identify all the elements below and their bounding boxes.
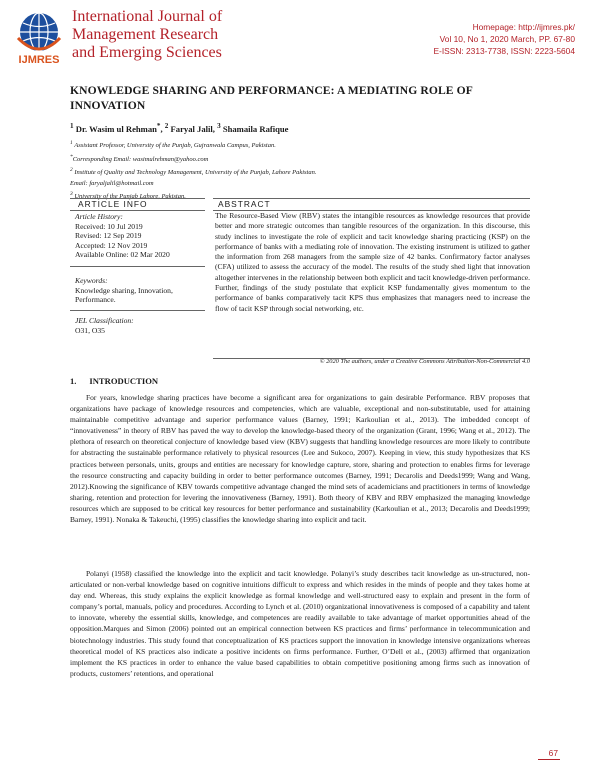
volume-info: Vol 10, No 1, 2020 March, PP. 67-80 — [439, 34, 575, 44]
page-number: 67 — [548, 748, 558, 758]
keywords-text: Knowledge sharing, Innovation, — [75, 285, 173, 295]
accepted-date: Accepted: 12 Nov 2019 — [75, 240, 148, 250]
article-history — [75, 212, 205, 260]
journal-title-line: and Emerging Sciences — [72, 44, 222, 61]
author-sup: 2 — [164, 122, 169, 130]
author-name: Shamaila Rafique — [222, 123, 289, 134]
paper-title — [70, 84, 530, 113]
affiliation-item: Email: faryaljalil@hotmail.com — [70, 179, 154, 187]
received-date: Received: 10 Jul 2019 — [75, 221, 143, 231]
page-number-underline — [538, 759, 560, 760]
abstract-heading: ABSTRACT — [218, 199, 271, 209]
revised-date: Revised: 12 Sep 2019 — [75, 231, 142, 241]
journal-meta — [433, 21, 575, 57]
keywords — [75, 276, 205, 305]
journal-logo — [10, 8, 68, 66]
affiliation-item: *Corresponding Email: wasimulrehman@yahoo.com — [70, 153, 209, 163]
jel-classification — [75, 316, 205, 335]
abstract-text: The Resource-Based View (RBV) states the intangible resources as knowledge resources that provide better and more strategic outcomes than tangible resources of the organization. In this discourse, this study inclines to investigate the role of explicit and tacit knowledge sharing practicing (KSP) on the performance of banks with a mediating role of innovation. The existing instrument is utilized to gather the information from 268 managers from the sample size of 42 banks. Confirmatory factor analyses (CFA) utilized to assess the accuracy of the model. The results of the study shed light that innovation altogether intervenes in the relationship between both explicit and tacit knowledge-driven performance. Further, findings of the study postulate that explicit KSP fundamentally gives momentum to the performance of banks comparatively tacit KPS thus emphasizes that managers need to increase the flow of tacit KSP through social networking, etc. — [215, 211, 530, 313]
body-paragraph — [70, 392, 530, 525]
history-label: Article History: — [75, 212, 123, 221]
journal-title-line: Management Research — [72, 26, 219, 43]
author-sup: 3 — [217, 122, 221, 130]
affiliations — [70, 138, 316, 203]
keywords-label: Keywords: — [75, 276, 108, 285]
body-paragraph — [70, 568, 530, 679]
logo-text: IJMRES — [18, 54, 60, 66]
issn-info: E-ISSN: 2313-7738, ISSN: 2223-5604 — [433, 46, 575, 56]
jel-codes: O31, O35 — [75, 325, 105, 335]
homepage-link[interactable]: Homepage: http://ijmres.pk/ — [472, 22, 575, 32]
affiliation-item: $^3$ University of the Punjab Lahore, Pakistan. — [70, 191, 186, 201]
article-info-heading: ARTICLE INFO — [78, 199, 148, 209]
paper-title-line: KNOWLEDGE SHARING AND PERFORMANCE: A MEDIATING ROLE OF — [70, 84, 473, 97]
section-heading — [70, 376, 158, 386]
author-sup: 1 — [70, 122, 74, 130]
divider — [70, 310, 205, 311]
paragraph-text: Polanyi (1958) classified the knowledge into the explicit and tacit knowledge. Polanyi’s study describes tacit knowledge as un-structured, non-articulated or non-verbal knowledge based on cognitive intuitions difficult to express and which resides in the minds of people and they takes home at day end. Whereas, this study explains the explicit knowledge as formal knowledge and well-structured easy to explain and present in the form of company’s portal, manuals, policy and procedures. According to Lynch et al. (2010) organizational innovativeness is composed of a capability and talent to innovate, whereby the essential skills, knowledge, and competences are readily available to take advantage of market opportunities ahead of the opposition.Marques and Simon (2006) pointed out an empirical connection between KS practices and firms’ performance in telecommunication and biotechnology industries. This study found that conceptualization of KS practices support the innovation in knowledge intensive organizations whereas theoretical model of KS practices also indicate a positive incidents on firms performance. Further, O’Dell et al., (2003) affirmed that organization implement the KS practices in order to enhance the value based capabilities to obtain competitive positioning among firms such as innovation of products, customers’ retentions, and operational — [70, 569, 530, 678]
divider — [70, 266, 205, 267]
divider — [70, 210, 205, 211]
author-name: Dr. Wasim ul Rehman — [75, 123, 157, 134]
license-note: © 2020 The authors, under a Creative Commons Attribution-Non-Commercial 4.0 — [319, 358, 530, 365]
online-date: Available Online: 02 Mar 2020 — [75, 250, 170, 260]
globe-icon — [18, 13, 60, 51]
author-list: $^1$ Dr. Wasim ul Rehman*, $^2$ Faryal Jalil, $^3$ Shamaila Rafique — [70, 122, 289, 134]
section-title: INTRODUCTION — [89, 376, 159, 386]
paragraph-text: For years, knowledge sharing practices have become a significant area for organizations to gain desirable Performance. RBV proposes that organizations have package of knowledge resources and competencies, which are valuable, exceptional and non-substitutable, used for attaining maintainable competitive advantage and superior performance values (Barney, 1991; Karkoulian et al., 2013). The imbedded concept of “innovativeness” in theory of RBV has paved the way to develop the knowledge-based theory of the organization (Grant, 1996; Wang et al., 2012). The plethora of research on theoretical conjecture of knowledge based view (KBV) suggests that handling knowledge resources are more likely to contribute for abstracting the sustainable performance relatively to physical resources (Lee and Sukoco, 2007). Keeping in view, this study hypothesizes that KS practices between personals, units, groups and entities are necessary for knowledge capture, store, sharing and protection to enables firms for leverage the resource constructing and capacity building in order to better performance outcomes (Barney, 1991; Decarolis and Deeds1999; Wang and Wang, 2012).Knowing the significance of KBV towards competitive advantage changed the mind sets of academicians and practitioners in terms of knowledge sharing, retention and protection for levering the innovativeness (Barney, 1991). Both theory of KBV and RBV emphasized the managing knowledge resources which are supposed to be critical key resources for better performance and sustainability (Karkoulian et al., 2013; Decarolis and Deeds1999; Barney, 1991). Nonaka & Takeuchi, (1995) classifies the knowledge sharing into explicit and tacit. — [70, 393, 530, 525]
jel-label: JEL Classification: — [75, 316, 134, 325]
paper-title-line: INNOVATION — [70, 98, 146, 112]
affiliation-item: $^2$ Institute of Quality and Technology Management, University of the Punjab, Lahore Pakistan. — [70, 167, 317, 177]
author-name: Faryal Jalil, — [170, 123, 215, 134]
corresponding-mark: * — [156, 122, 161, 130]
section-number: 1. — [70, 376, 77, 386]
journal-title — [72, 8, 302, 62]
journal-title-line: International Journal of — [72, 8, 223, 25]
keywords-text: Performance. — [75, 295, 116, 305]
affiliation-item: $^1$ Assistant Professor, University of the Punjab, Gujranwala Campus, Pakistan. — [70, 140, 276, 150]
